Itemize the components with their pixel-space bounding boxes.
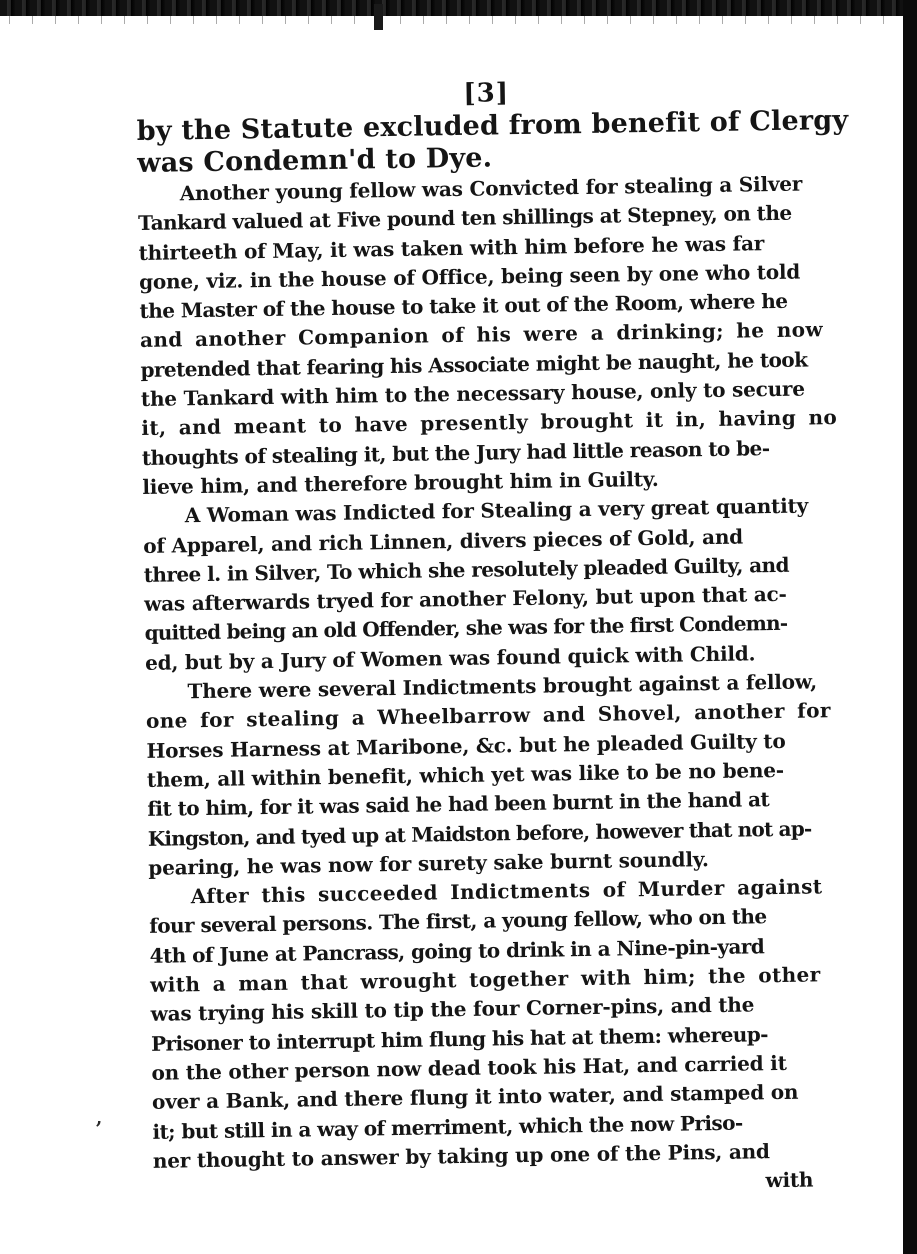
- text-line: There were several Indictments brought against a fellow,: [187, 669, 818, 704]
- text-line: ed, but by a Jury of Women was found quick with Child.: [144, 641, 756, 675]
- text-line: was Condemn'd to Dye.: [137, 142, 493, 179]
- text-line: four several persons. The first, a young fellow, who on the: [149, 904, 767, 939]
- text-line: Prisoner to interrupt him flung his hat at them: whereup-: [150, 1021, 769, 1056]
- text-line: was trying his skill to tip the four Corner-pins, and the: [150, 992, 755, 1027]
- text-line: it; but still in a way of merriment, which the now Priso-: [152, 1110, 743, 1144]
- scan-top-border: [0, 0, 917, 16]
- page-number: [3]: [463, 78, 510, 109]
- text-line: three l. in Silver, To which she resolutely pleaded Guilty, and: [143, 552, 790, 587]
- text-line: and another Companion of his were a drinking; he now: [139, 317, 824, 353]
- text-line: Kingston, and tyed up at Maidston before, however that not ap-: [147, 816, 812, 851]
- text-line: was afterwards tryed for another Felony, but upon that ac-: [143, 582, 787, 617]
- text-line: ner thought to answer by taking up one of the Pins, and: [152, 1138, 770, 1173]
- page-text-block: [136, 74, 849, 1206]
- text-line: one for stealing a Wheelbarrow and Shovel, another for: [145, 698, 832, 734]
- text-line: by the Statute excluded from benefit of Clergy: [136, 104, 849, 147]
- text-line: Tankard valued at Five pound ten shillings at Stepney, on the: [137, 201, 792, 236]
- scan-top-noise: [0, 16, 917, 24]
- text-line: Horses Harness at Maribone, &c. but he pleaded Guilty to: [146, 728, 786, 763]
- text-line: thirteeth of May, it was taken with him before he was far: [138, 230, 765, 265]
- text-line: quitted being an old Offender, she was for the first Condemn-: [144, 611, 788, 646]
- text-line: over a Bank, and there flung it into water, and stamped on: [151, 1079, 799, 1115]
- text-line: on the other person now dead took his Hat, and carried it: [151, 1050, 787, 1085]
- text-line: pearing, he was now for surety sake burnt soundly.: [148, 846, 709, 880]
- text-line: the Tankard with him to the necessary house, only to secure: [140, 376, 805, 412]
- text-line: fit to him, for it was said he had been burnt in the hand at: [147, 787, 770, 822]
- text-line: the Master of the house to take it out of the Room, where he: [139, 288, 788, 324]
- binding-mark: [374, 4, 383, 30]
- text-line: of Apparel, and rich Linnen, divers pieces of Gold, and: [143, 524, 744, 558]
- text-line: A Woman was Indicted for Stealing a very great quantity: [184, 493, 809, 528]
- text-line: Another young fellow was Convicted for stealing a Silver: [179, 171, 803, 206]
- margin-speck: ,: [96, 1108, 103, 1129]
- text-line: them, all within benefit, which yet was like to be no bene-: [146, 757, 785, 792]
- text-line: thoughts of stealing it, but the Jury had little reason to be-: [141, 435, 770, 470]
- catchword: with: [765, 1167, 814, 1193]
- text-line: pretended that fearing his Associate might be naught, he took: [140, 347, 808, 382]
- text-line: After this succeeded Indictments of Murder against: [190, 874, 823, 909]
- text-line: lieve him, and therefore brought him in Guilty.: [142, 466, 659, 499]
- text-line: 4th of June at Pancrass, going to drink in a Nine-pin-yard: [149, 933, 765, 968]
- scan-right-border: [903, 0, 917, 1254]
- text-line: gone, viz. in the house of Office, being seen by one who told: [138, 259, 801, 294]
- text-line: it, and meant to have presently brought it in, having no: [141, 405, 838, 441]
- text-line: with a man that wrought together with him; the other: [149, 962, 821, 997]
